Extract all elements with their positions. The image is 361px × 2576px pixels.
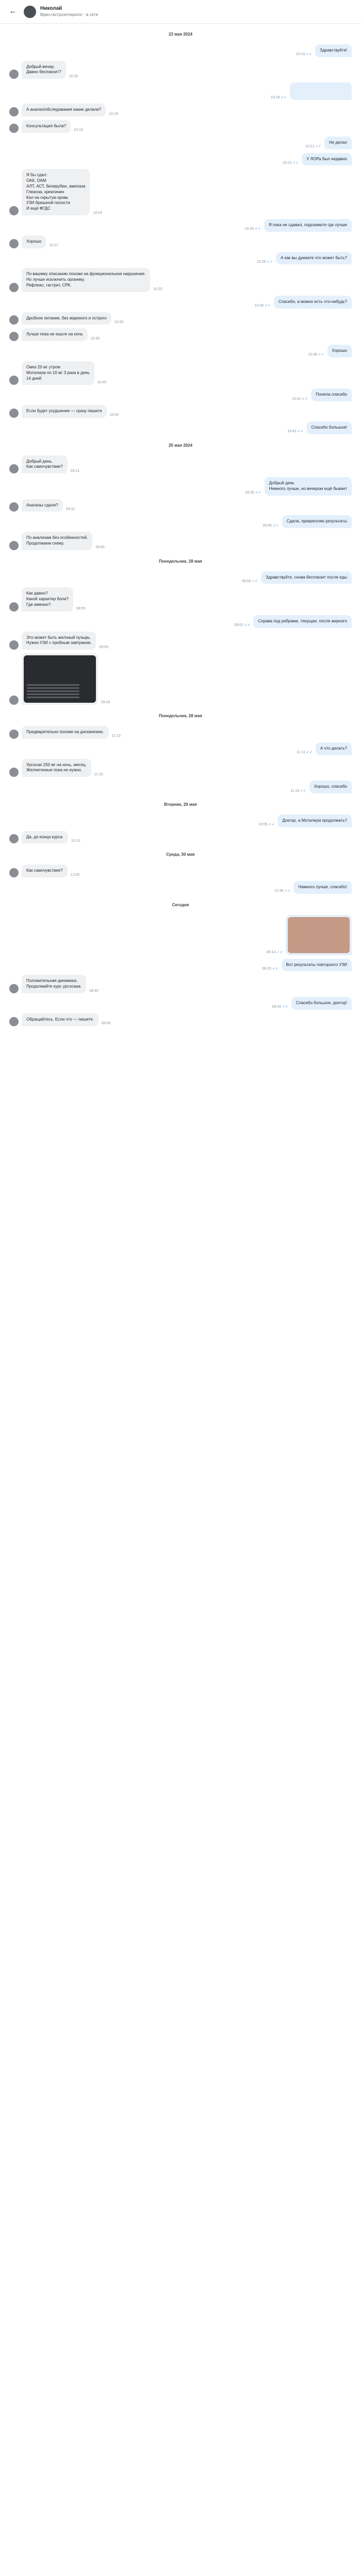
sender-avatar[interactable]	[9, 730, 19, 739]
read-ticks-icon: ✓✓	[283, 889, 291, 893]
outgoing-message	[9, 571, 352, 584]
message-text: Намного лучше, спасибо!	[298, 885, 347, 890]
message-bubble[interactable]	[22, 61, 66, 79]
message-text: Здравствуйте, снова беспокоит после еды	[266, 574, 347, 580]
message-text: Анализы сдали?	[26, 502, 58, 507]
outgoing-message	[9, 252, 352, 265]
message-time: 11:16 ✓✓	[290, 789, 306, 793]
message-time: 10:24	[93, 211, 102, 215]
read-ticks-icon: ✓✓	[254, 491, 261, 495]
message-bubble[interactable]	[22, 328, 88, 341]
read-ticks-icon: ✓✓	[271, 967, 278, 971]
message-time: 10:40	[97, 380, 107, 384]
message-bubble[interactable]	[22, 169, 90, 215]
message-text: Да, до конца курса.	[26, 834, 63, 839]
message-text: А что делать?	[320, 745, 347, 751]
message-bubble[interactable]	[22, 235, 46, 248]
sender-avatar[interactable]	[9, 502, 19, 512]
message-bubble[interactable]	[277, 815, 352, 827]
message-time: 08:50 ✓✓	[241, 580, 258, 584]
message-text: Как самочувствие?	[26, 868, 63, 873]
incoming-message	[9, 1013, 352, 1026]
message-time: 10:26 ✓✓	[244, 227, 261, 231]
read-ticks-icon: ✓✓	[305, 751, 313, 755]
message-bubble[interactable]	[22, 726, 109, 739]
contact-name: Николай	[40, 6, 62, 12]
message-bubble[interactable]	[22, 268, 150, 292]
message-time: 10:05 ✓✓	[258, 823, 275, 827]
attached-photo[interactable]	[288, 917, 350, 953]
incoming-message	[9, 831, 352, 844]
incoming-message	[9, 104, 352, 116]
message-bubble[interactable]	[306, 421, 352, 434]
message-text: Если будет ухудшение — сразу пишите	[26, 409, 102, 414]
read-ticks-icon: ✓✓	[281, 1005, 288, 1009]
read-ticks-icon: ✓✓	[264, 304, 271, 308]
message-time: 10:10	[71, 839, 80, 843]
message-time: 10:41 ✓✓	[292, 397, 308, 401]
sender-avatar[interactable]	[9, 868, 19, 877]
message-time: 10:35	[114, 320, 124, 324]
message-bubble[interactable]	[261, 571, 352, 584]
sender-avatar[interactable]	[9, 984, 19, 993]
sender-avatar[interactable]	[9, 1017, 19, 1026]
message-time: 11:10	[111, 734, 121, 738]
header-text	[40, 5, 98, 18]
message-text: Положительная динамика. Продолжайте курс урсосана.	[26, 978, 82, 989]
message-text: Это может быть желчный пузырь. Нужно УЗИ с пробным завтраком.	[26, 635, 92, 646]
sender-avatar[interactable]	[9, 70, 19, 79]
incoming-message	[9, 405, 352, 418]
chat-header	[0, 0, 361, 24]
read-ticks-icon: ✓✓	[267, 823, 275, 827]
outgoing-message	[9, 219, 352, 232]
message-bubble[interactable]	[22, 653, 98, 705]
message-bubble[interactable]	[22, 759, 91, 777]
read-ticks-icon: ✓✓	[272, 523, 279, 528]
message-text: Спасибо большое!	[311, 425, 347, 430]
message-text: Обращайтесь. Если что — пишите.	[26, 1016, 94, 1022]
message-text: Спасибо большое, доктор!	[296, 1001, 347, 1005]
message-bubble[interactable]	[276, 252, 352, 265]
message-text: Как давно? Какой характер боли? Где именно?	[26, 591, 69, 607]
message-text: Сдала, прикрепляю результаты	[286, 519, 347, 524]
message-time: 09:31	[65, 507, 75, 512]
message-text: У ЛОРа был недавно	[306, 156, 347, 161]
photo-text-line	[27, 693, 79, 695]
read-ticks-icon: ✓✓	[317, 353, 324, 357]
message-time: 10:35	[90, 336, 100, 341]
message-time: 08:42 ✓✓	[272, 1005, 288, 1009]
message-bubble[interactable]	[293, 881, 352, 894]
sender-avatar[interactable]	[9, 696, 19, 705]
message-bubble[interactable]	[22, 532, 92, 550]
message-text: Доктор, а Мотилиум продолжать?	[282, 818, 347, 823]
read-ticks-icon: ✓✓	[299, 789, 306, 793]
sender-avatar[interactable]	[9, 283, 19, 292]
outgoing-message	[9, 781, 352, 793]
incoming-message	[9, 632, 352, 650]
message-time: 10:19	[109, 112, 118, 116]
message-text: Я пока не сдавал, подскажите где лучше	[268, 222, 347, 227]
incoming-message	[9, 268, 352, 292]
message-bubble[interactable]	[22, 455, 68, 474]
message-text: Справа под ребрами, тянущая, после жирного	[258, 618, 347, 623]
message-time: 10:16	[69, 74, 78, 78]
outgoing-message	[9, 388, 352, 401]
message-text: Здравствуйте!	[319, 47, 347, 53]
sender-avatar[interactable]	[9, 315, 19, 325]
message-time: 08:45	[102, 1022, 111, 1026]
read-ticks-icon: ✓✓	[254, 227, 261, 231]
message-time: 10:14 ✓✓	[296, 53, 312, 57]
incoming-message	[9, 328, 352, 341]
message-time: 10:18 ✓✓	[270, 95, 287, 99]
message-bubble[interactable]	[291, 997, 352, 1010]
date-separator: Понедельник, 28 мая	[159, 714, 202, 719]
date-separator: 25 мая 2024	[168, 443, 193, 448]
outgoing-message	[9, 615, 352, 628]
incoming-message	[9, 865, 352, 877]
sender-avatar[interactable]	[9, 541, 19, 550]
outgoing-message	[9, 137, 352, 149]
photo-text-line	[27, 697, 79, 698]
date-separator: Вторник, 29 мая	[164, 802, 197, 807]
message-bubble[interactable]	[22, 587, 73, 611]
message-time: 10:36 ✓✓	[308, 353, 324, 357]
date-separator: 23 мая 2024	[168, 32, 193, 37]
incoming-message	[9, 653, 352, 705]
read-ticks-icon: ✓✓	[251, 580, 258, 584]
incoming-message	[9, 312, 352, 325]
message-bubble[interactable]	[311, 388, 352, 401]
sender-avatar[interactable]	[9, 768, 19, 777]
incoming-message	[9, 726, 352, 739]
message-time: 09:05	[101, 700, 110, 704]
message-bubble[interactable]	[22, 312, 111, 325]
message-time: 12:00	[70, 873, 80, 877]
read-ticks-icon: ✓✓	[280, 95, 287, 99]
message-bubble[interactable]	[22, 975, 86, 993]
message-text: А как вы думаете что может быть?	[281, 255, 347, 260]
message-bubble[interactable]	[286, 915, 352, 955]
message-time: 10:27	[49, 244, 58, 248]
message-bubble[interactable]	[309, 781, 352, 793]
outgoing-message	[9, 915, 352, 955]
message-bubble[interactable]	[22, 499, 63, 512]
message-bubble[interactable]	[22, 1013, 99, 1026]
outgoing-message	[9, 44, 352, 57]
sender-avatar[interactable]	[9, 834, 19, 843]
message-text: Консультация была?	[26, 123, 67, 128]
outgoing-message	[9, 82, 352, 100]
message-bubble[interactable]	[282, 515, 352, 528]
message-text: Предварительно похоже на дискинезию.	[26, 730, 104, 735]
sender-avatar[interactable]	[9, 409, 19, 418]
attached-photo[interactable]	[24, 655, 96, 703]
sender-avatar[interactable]	[9, 640, 19, 650]
avatar[interactable]	[24, 6, 36, 18]
message-bubble[interactable]	[253, 615, 352, 628]
message-time: 10:34 ✓✓	[254, 304, 271, 308]
message-time: 10:32	[153, 287, 162, 292]
read-ticks-icon: ✓✓	[301, 397, 308, 401]
message-text: Хорошо	[332, 348, 347, 353]
incoming-message	[9, 169, 352, 215]
message-text: Лучше пока не ешьте на ночь	[26, 332, 83, 337]
read-ticks-icon: ✓✓	[243, 623, 251, 628]
outgoing-message	[9, 742, 352, 755]
message-bubble[interactable]	[264, 219, 352, 232]
photo-content	[27, 683, 93, 700]
incoming-message	[9, 975, 352, 993]
outgoing-message	[9, 815, 352, 827]
photo-text-line	[27, 687, 79, 689]
read-ticks-icon: ✓✓	[296, 430, 304, 434]
date-separator: Понедельник, 28 мая	[159, 558, 202, 564]
outgoing-message	[9, 421, 352, 434]
sender-avatar[interactable]	[9, 206, 19, 215]
outgoing-message	[9, 296, 352, 309]
message-bubble[interactable]	[22, 632, 96, 650]
message-time: 11:15	[94, 772, 103, 776]
incoming-message	[9, 587, 352, 611]
message-time: 10:21 ✓✓	[305, 145, 321, 149]
message-text: Омез 20 мг утром Мотилиум по 10 мг 3 раза в день 14 дней	[26, 364, 90, 381]
message-time: 08:14 ✓✓	[266, 951, 283, 955]
message-text: По вашему описанию похоже на функциональное нарушение. Но лучше исключить органику. Рефлюкс, гастрит, СРК.	[26, 272, 146, 287]
message-bubble[interactable]	[22, 865, 68, 877]
incoming-message	[9, 532, 352, 550]
message-time: 09:02 ✓✓	[234, 623, 251, 628]
message-bubble[interactable]	[327, 345, 352, 358]
message-time: 09:30 ✓✓	[245, 491, 261, 495]
date-separator: Сегодня	[172, 902, 189, 907]
message-time: 10:21 ✓✓	[283, 161, 299, 165]
back-arrow-icon[interactable]: ←	[9, 7, 17, 16]
message-bubble[interactable]	[22, 120, 71, 133]
message-time: 08:15 ✓✓	[262, 967, 278, 971]
message-time: 08:55	[76, 607, 86, 611]
message-time: 09:45	[95, 546, 105, 550]
outgoing-message	[9, 153, 352, 166]
outgoing-message	[9, 881, 352, 894]
incoming-message	[9, 455, 352, 474]
message-time: 09:40 ✓✓	[262, 523, 279, 528]
message-time: 10:28 ✓✓	[256, 260, 273, 264]
sender-avatar[interactable]	[9, 107, 19, 116]
sender-avatar[interactable]	[9, 332, 19, 341]
message-text: Спасибо, а можно есть что-нибудь?	[278, 299, 347, 304]
message-time: 09:12	[70, 469, 80, 473]
read-ticks-icon: ✓✓	[275, 951, 283, 955]
message-bubble[interactable]	[265, 477, 352, 496]
message-bubble[interactable]	[290, 82, 352, 100]
read-ticks-icon: ✓✓	[266, 260, 273, 264]
message-text: Хорошо, спасибо	[314, 784, 347, 789]
message-text: Хорошо	[26, 239, 42, 244]
outgoing-message	[9, 477, 352, 496]
sender-avatar[interactable]	[9, 376, 19, 385]
message-text: Вот результаты повторного УЗИ	[286, 962, 347, 967]
message-bubble[interactable]	[22, 405, 107, 418]
sender-avatar[interactable]	[9, 124, 19, 133]
message-bubble[interactable]	[324, 137, 352, 149]
message-text: Дробное питание, без жареного и острого	[26, 315, 107, 320]
message-text: По анализам без особенностей. Продолжаем схему.	[26, 535, 88, 546]
message-bubble[interactable]	[274, 296, 352, 309]
message-text: Урсосан 250 мг на ночь, месяц. Желчегонные пока не нужно.	[26, 762, 87, 773]
message-time: 10:42	[109, 413, 119, 417]
message-time: 11:12 ✓✓	[297, 751, 313, 755]
message-text: А анализ/обследования какие делали?	[26, 107, 102, 112]
read-ticks-icon: ✓✓	[314, 145, 321, 149]
message-text: Я бы сдал: ОАК, ОАМ АЛТ, АСТ, билирубин, амилаза Глюкоза, креатинин Кал на скрытую кровь УЗИ брюшной полости И ещё ФГДС	[26, 173, 86, 211]
message-text: Не делал	[329, 140, 347, 145]
incoming-message	[9, 61, 352, 79]
message-bubble[interactable]	[316, 742, 352, 755]
photo-text-line	[27, 690, 79, 692]
outgoing-message	[9, 515, 352, 528]
sender-avatar[interactable]	[9, 464, 19, 473]
read-ticks-icon: ✓✓	[305, 53, 312, 57]
incoming-message	[9, 120, 352, 133]
incoming-message	[9, 759, 352, 777]
date-separator: Среда, 30 мая	[166, 852, 195, 857]
outgoing-message	[9, 959, 352, 972]
photo-text-line	[27, 684, 79, 686]
message-list	[0, 24, 361, 1050]
sender-avatar[interactable]	[9, 239, 19, 248]
message-text: Добрый день. Как самочувствие?	[26, 459, 63, 469]
incoming-message	[9, 361, 352, 385]
message-time: 10:43 ✓✓	[287, 430, 304, 434]
message-time: 09:05	[99, 645, 108, 649]
message-text: Добрый день Немного лучше, но вечером ещё бывает	[269, 481, 347, 491]
message-text: Добрый вечер. Давно беспокоит?	[26, 64, 61, 75]
outgoing-message	[9, 345, 352, 358]
message-text: Поняла спасибо	[316, 392, 347, 397]
read-ticks-icon: ✓✓	[291, 161, 299, 165]
message-time: 12:30 ✓✓	[274, 889, 291, 893]
message-bubble[interactable]	[22, 361, 94, 385]
message-time: 10:19	[74, 128, 83, 132]
message-time: 08:40	[89, 989, 99, 993]
contact-status: Врач-гастроэнтеролог · в сети	[40, 12, 98, 17]
message-bubble[interactable]	[22, 104, 106, 116]
message-bubble[interactable]	[315, 44, 352, 57]
incoming-message	[9, 235, 352, 248]
message-bubble[interactable]	[22, 831, 68, 844]
incoming-message	[9, 499, 352, 512]
message-bubble[interactable]	[282, 959, 352, 972]
outgoing-message	[9, 997, 352, 1010]
message-bubble[interactable]	[302, 153, 352, 166]
sender-avatar[interactable]	[9, 602, 19, 612]
